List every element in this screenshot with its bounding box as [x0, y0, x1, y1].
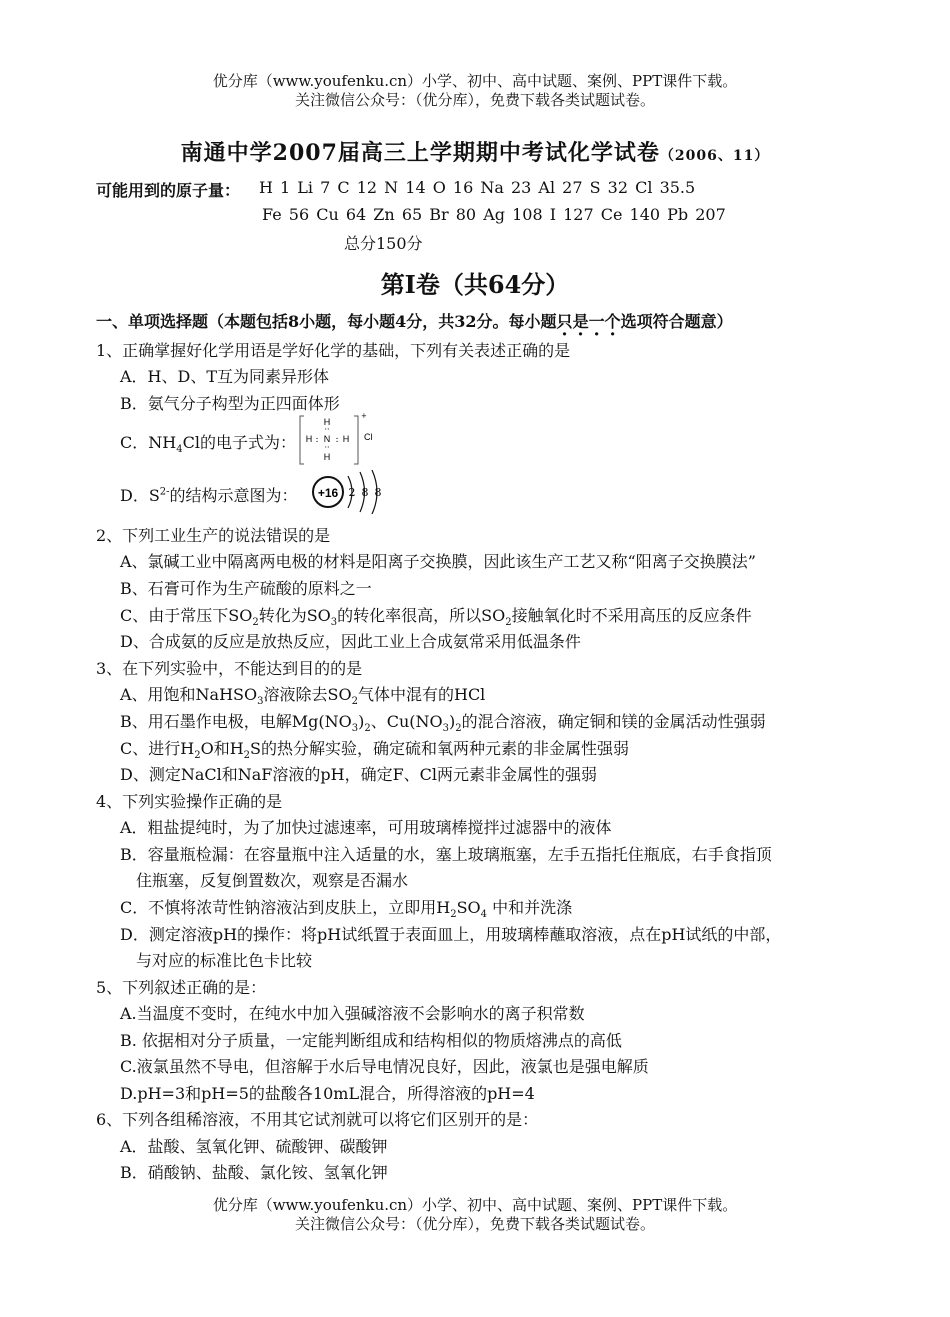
chloride-label: Cl: [364, 432, 373, 442]
emphasis-char: 是: [572, 312, 589, 331]
subscript: 3: [330, 617, 338, 629]
q6-option-a: A．盐酸、氢氧化钾、硫酸钾、碳酸钾: [120, 1137, 388, 1156]
part-1-heading-post: 选项符合题意）: [620, 312, 733, 331]
q4-option-b: B．容量瓶检漏：在容量瓶中注入适量的水，塞上玻璃瓶塞，左手五指托住瓶底，右手食指顶: [120, 845, 772, 864]
nh4cl-electron-formula: [298, 410, 384, 470]
q3-option-a: [120, 682, 485, 707]
atomic-mass-row-2: Fe 56 Cu 64 Zn 65 Br 80 Ag 108 I 127 Ce 140 Pb 207: [262, 205, 726, 224]
svg-text::: :: [315, 435, 319, 445]
emphasis-char: 只: [556, 312, 573, 331]
emphasis-char: 一: [588, 312, 605, 331]
q3-option-b-text: 的混合溶液，确定铜和镁的金属活动性强弱: [461, 712, 766, 731]
q1-option-d: [120, 483, 298, 506]
q5-option-c: C.液氯虽然不导电，但溶解于水后导电情况良好，因此，液氯也是强电解质: [120, 1057, 649, 1076]
svg-text:H: H: [323, 417, 331, 427]
q1-option-d-text: 的结构示意图为：: [169, 486, 298, 505]
q4-option-d: D．测定溶液pH的操作：将pH试纸置于表面皿上，用玻璃棒蘸取溶液，点在pH试纸的中部，: [120, 925, 782, 944]
header-line-1: 优分库（www.youfenku.cn）小学、初中、高中试题、案例、PPT课件下载。: [212, 72, 738, 90]
exam-title: [0, 136, 950, 167]
q1-option-d-text: D．S: [120, 486, 160, 505]
q2-option-c-text: 接触氧化时不采用高压的反应条件: [511, 606, 752, 625]
q3-stem: 3、在下列实验中，不能达到目的的是: [96, 659, 363, 678]
shell-electrons: 2: [348, 486, 356, 499]
q4-option-a: A．粗盐提纯时，为了加快过滤速率，可用玻璃棒搅拌过滤器中的液体: [120, 818, 612, 837]
svg-text:H: H: [323, 452, 331, 462]
subscript: 2: [505, 617, 512, 629]
sulfide-ion-structure-diagram: [310, 470, 390, 514]
q4-option-c-text: 中和并洗涤: [487, 898, 573, 917]
q3-option-c-text: S的热分解实验，确定硫和氧两种元素的非金属性强弱: [250, 739, 629, 758]
q2-option-a: A、氯碱工业中隔离两电极的材料是阳离子交换膜，因此该生产工艺又称“阳离子交换膜法”: [120, 552, 756, 571]
svg-text:··: ··: [324, 425, 330, 434]
q4-option-c-text: SO: [456, 898, 481, 917]
subscript: 2: [243, 750, 251, 762]
q5-stem: 5、下列叙述正确的是：: [96, 978, 267, 997]
section-title: 第Ⅰ卷（共64分）: [380, 270, 570, 299]
q3-option-b-text: 、Cu(NO: [370, 712, 443, 731]
q3-option-c-text: O和H: [200, 739, 244, 758]
exam-title-main: 南通中学2007届高三上学期期中考试化学试卷: [180, 140, 660, 166]
q3-option-a-text: 气体中混有的HCl: [357, 685, 486, 704]
superscript: 2-: [159, 486, 170, 498]
subscript: 3: [442, 723, 450, 735]
q1-option-c-text: C．NH: [120, 433, 177, 452]
subscript: 3: [351, 723, 359, 735]
q6-stem: 6、下列各组稀溶液，不用其它试剂就可以将它们区别开的是：: [96, 1110, 539, 1129]
q3-option-d: D、测定NaCl和NaF溶液的pH，确定F、Cl两元素非金属性的强弱: [120, 765, 598, 784]
q2-option-c-text: 转化为SO: [258, 606, 331, 625]
svg-text::: :: [335, 435, 339, 445]
q1-option-a: A．H、D、T互为同素异形体: [120, 367, 330, 386]
q3-option-b: [120, 709, 766, 734]
q5-option-b: B. 依据相对分子质量，一定能判断组成和结构相似的物质熔沸点的高低: [120, 1031, 622, 1050]
q3-option-c-text: C、进行H: [120, 739, 195, 758]
charge-plus: +: [361, 412, 367, 420]
q5-option-d: D.pH=3和pH=5的盐酸各10mL混合，所得溶液的pH=4: [120, 1084, 535, 1103]
q2-option-c-text: 的转化率很高，所以SO: [337, 606, 506, 625]
q3-option-a-text: A、用饱和NaHSO: [120, 685, 258, 704]
q1-option-b: B．氨气分子构型为正四面体形: [120, 394, 340, 413]
subscript: 2: [194, 750, 201, 762]
q1-stem: 1、正确掌握好化学用语是学好化学的基础，下列有关表述正确的是: [96, 341, 571, 360]
subscript: 3: [257, 696, 264, 708]
svg-text:··: ··: [324, 443, 330, 452]
q4-option-d-continued: 与对应的标准比色卡比较: [136, 951, 313, 970]
exam-title-date: （2006、11）: [659, 148, 770, 164]
subscript: 2: [455, 723, 462, 735]
footer-line-2: 关注微信公众号：（优分库），免费下载各类试题试卷。: [294, 1215, 655, 1233]
svg-text:N: N: [323, 434, 331, 444]
shell-electrons: 8: [374, 486, 382, 499]
q3-option-b-text: ): [449, 712, 456, 731]
subscript: 4: [480, 909, 488, 921]
q3-option-b-text: B、用石墨作电极，电解Mg(NO: [120, 712, 352, 731]
part-1-heading: [96, 309, 733, 332]
q4-option-c-text: C．不慎将浓苛性钠溶液沾到皮肤上，立即用H: [120, 898, 451, 917]
atomic-mass-row-1: H 1 Li 7 C 12 N 14 O 16 Na 23 Al 27 S 32 Cl 35.5: [259, 178, 696, 197]
q2-option-d: D、合成氨的反应是放热反应，因此工业上合成氨常采用低温条件: [120, 632, 581, 651]
q5-option-a: A.当温度不变时，在纯水中加入强碱溶液不会影响水的离子积常数: [120, 1004, 585, 1023]
total-score: 总分150分: [344, 234, 423, 253]
nucleus-charge: +16: [317, 486, 339, 500]
svg-text:H: H: [305, 434, 313, 444]
q3-option-b-text: ): [358, 712, 365, 731]
part-1-heading-pre: 一、单项选择题（本题包括8小题，每小题4分，共32分。每小题: [96, 312, 557, 331]
subscript: 4: [176, 444, 183, 456]
header-line-2: 关注微信公众号：（优分库），免费下载各类试题试卷。: [294, 91, 655, 109]
q4-stem: 4、下列实验操作正确的是: [96, 792, 283, 811]
shell-electrons: 8: [361, 486, 369, 499]
footer-line-1: 优分库（www.youfenku.cn）小学、初中、高中试题、案例、PPT课件下载。: [212, 1196, 738, 1214]
q1-option-c-text: Cl的电子式为：: [182, 433, 296, 452]
subscript: 2: [364, 723, 371, 735]
q4-option-b-continued: 住瓶塞，反复倒置数次，观察是否漏水: [136, 871, 409, 890]
svg-text:H: H: [342, 434, 350, 444]
q3-option-c: [120, 736, 629, 761]
subscript: 2: [351, 696, 358, 708]
atomic-mass-label: 可能用到的原子量：: [96, 181, 241, 200]
q2-stem: 2、下列工业生产的说法错误的是: [96, 526, 331, 545]
q2-option-c-text: C、由于常压下SO: [120, 606, 253, 625]
q6-option-b: B．硝酸钠、盐酸、氯化铵、氢氧化钾: [120, 1163, 388, 1182]
emphasis-char: 个: [604, 312, 621, 331]
q4-option-c: [120, 895, 572, 920]
q1-option-c: [120, 430, 296, 455]
q2-option-c: [120, 603, 752, 628]
q3-option-a-text: 溶液除去SO: [263, 685, 352, 704]
subscript: 2: [252, 617, 259, 629]
q2-option-b: B、石膏可作为生产硫酸的原料之一: [120, 579, 372, 598]
subscript: 2: [450, 909, 457, 921]
